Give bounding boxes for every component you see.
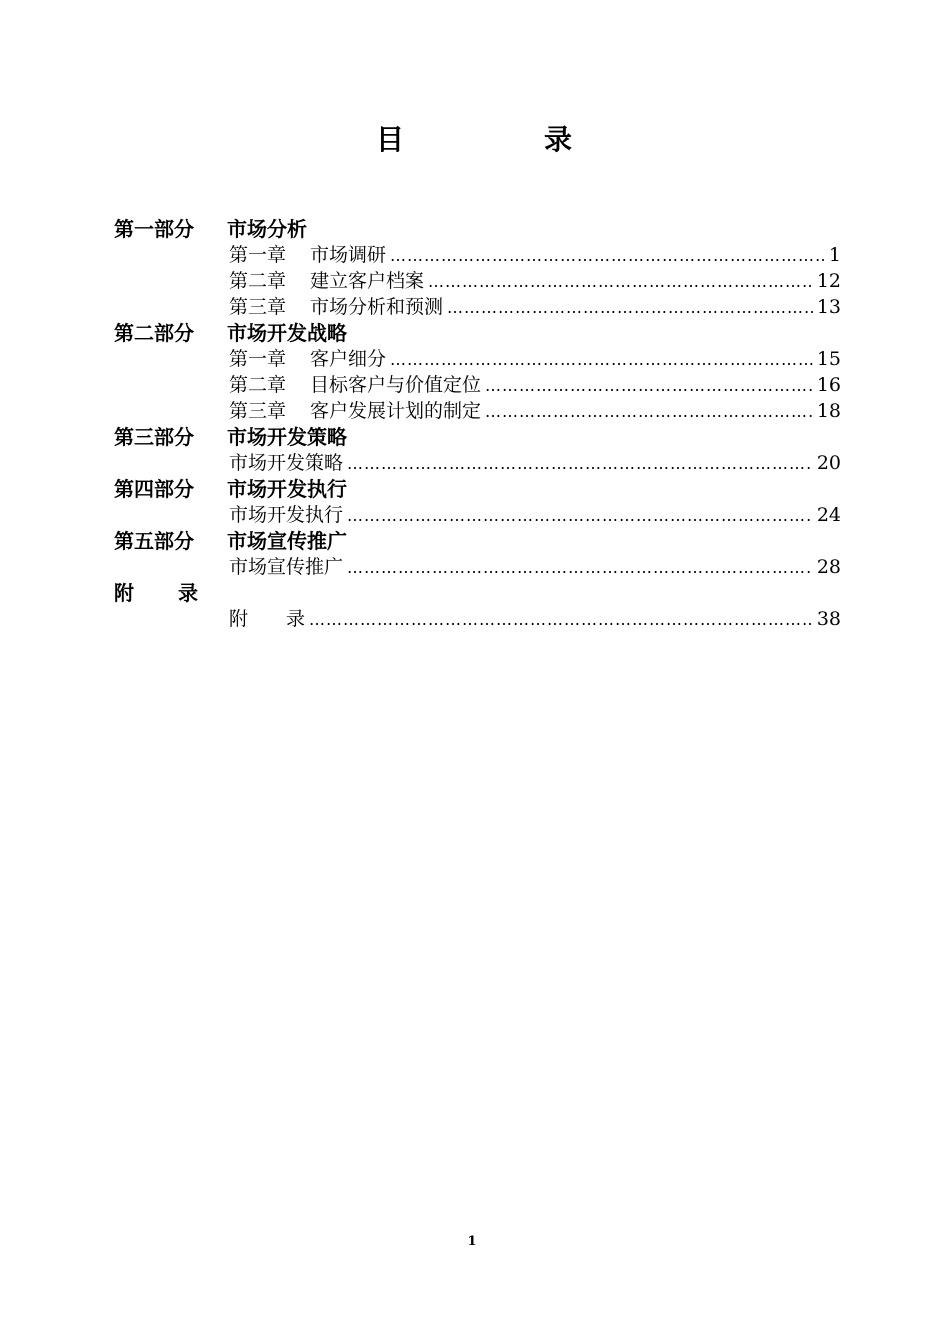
- toc-entry-text: [229, 268, 424, 294]
- part-title: 市场分析: [227, 217, 307, 241]
- dot-leader: [347, 555, 813, 581]
- toc-entry-text: [229, 346, 386, 372]
- chapter-label: 第一章: [229, 244, 287, 266]
- chapter-title: 客户细分: [310, 348, 387, 370]
- toc-entry[interactable]: [114, 294, 841, 320]
- toc-page-number: 20: [816, 452, 841, 474]
- table-of-contents: [114, 216, 841, 632]
- page-number: 1: [467, 1234, 477, 1249]
- chapter-title: 市场宣传推广: [229, 556, 344, 578]
- toc-entry[interactable]: [114, 398, 841, 424]
- chapter-title: 市场开发执行: [229, 504, 344, 526]
- dot-leader: [390, 243, 825, 269]
- dot-leader: [485, 399, 813, 425]
- toc-entry[interactable]: [114, 372, 841, 398]
- chapter-label: 第二章: [229, 270, 287, 292]
- chapter-title: 市场调研: [310, 244, 387, 266]
- toc-part-heading: [114, 528, 841, 554]
- part-label: 附录: [114, 581, 242, 605]
- dot-leader: [485, 373, 813, 399]
- part-label: 第一部分: [114, 217, 194, 241]
- dot-leader: [390, 347, 813, 373]
- toc-page-number: 18: [816, 400, 841, 422]
- toc-entry-text: [229, 450, 343, 476]
- chapter-label: 第三章: [229, 296, 287, 318]
- toc-part-heading: [114, 424, 841, 450]
- toc-entry-text: [229, 502, 343, 528]
- toc-entry-text: [229, 242, 386, 268]
- part-title: 市场开发执行: [227, 477, 347, 501]
- chapter-title: 附 录: [229, 608, 306, 630]
- toc-entry-text: [229, 372, 481, 398]
- toc-entry-text: [229, 554, 343, 580]
- toc-entry[interactable]: [114, 606, 841, 632]
- toc-part-heading: [114, 580, 841, 606]
- dot-leader: [428, 269, 813, 295]
- toc-page-number: 12: [816, 270, 841, 292]
- toc-entry[interactable]: [114, 450, 841, 476]
- toc-entry[interactable]: [114, 346, 841, 372]
- toc-part-heading: [114, 476, 841, 502]
- part-label: 第二部分: [114, 321, 194, 345]
- chapter-label: 第二章: [229, 374, 287, 396]
- dot-leader: [347, 503, 813, 529]
- chapter-title: 目标客户与价值定位: [310, 374, 482, 396]
- toc-page-number: 1: [828, 244, 841, 266]
- toc-entry[interactable]: [114, 268, 841, 294]
- chapter-title: 客户发展计划的制定: [310, 400, 482, 422]
- toc-page-number: 15: [816, 348, 841, 370]
- chapter-title: 建立客户档案: [310, 270, 425, 292]
- dot-leader: [309, 607, 813, 633]
- part-label: 第三部分: [114, 425, 194, 449]
- part-label: 第四部分: [114, 477, 194, 501]
- part-title: 市场宣传推广: [227, 529, 347, 553]
- chapter-label: 第一章: [229, 348, 287, 370]
- toc-page-number: 38: [816, 608, 841, 630]
- toc-page-number: 16: [816, 374, 841, 396]
- toc-entry-text: [229, 294, 443, 320]
- dot-leader: [347, 451, 813, 477]
- part-title: 市场开发战略: [227, 321, 347, 345]
- part-title: 市场开发策略: [227, 425, 347, 449]
- toc-entry[interactable]: [114, 502, 841, 528]
- chapter-title: 市场开发策略: [229, 452, 344, 474]
- toc-entry[interactable]: [114, 554, 841, 580]
- toc-part-heading: [114, 320, 841, 346]
- chapter-title: 市场分析和预测: [310, 296, 444, 318]
- toc-page-number: 28: [816, 556, 841, 578]
- chapter-label: 第三章: [229, 400, 287, 422]
- toc-title: 目 录: [375, 123, 628, 156]
- toc-entry[interactable]: [114, 242, 841, 268]
- toc-entry-text: [229, 398, 481, 424]
- toc-entry-text: [229, 606, 305, 632]
- dot-leader: [447, 295, 813, 321]
- part-label: 第五部分: [114, 529, 194, 553]
- toc-page-number: 24: [816, 504, 841, 526]
- toc-page-number: 13: [816, 296, 841, 318]
- toc-part-heading: [114, 216, 841, 242]
